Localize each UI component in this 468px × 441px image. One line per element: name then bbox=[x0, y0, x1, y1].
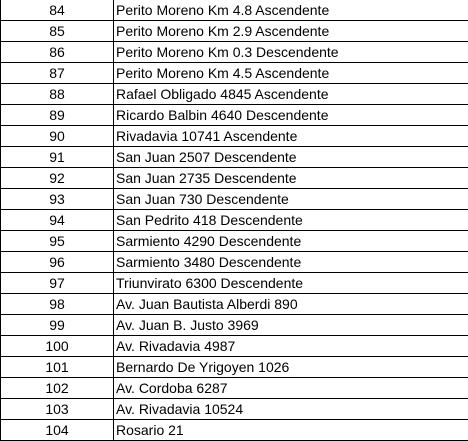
row-number-cell[interactable]: 92 bbox=[1, 168, 114, 189]
row-number-cell[interactable]: 94 bbox=[1, 210, 114, 231]
address-cell[interactable]: Perito Moreno Km 4.5 Ascendente bbox=[114, 63, 468, 84]
table-row bbox=[1, 399, 468, 420]
table-row bbox=[1, 21, 468, 42]
address-cell[interactable]: Sarmiento 3480 Descendente bbox=[114, 252, 468, 273]
address-cell[interactable]: Bernardo De Yrigoyen 1026 bbox=[114, 357, 468, 378]
table-row bbox=[1, 315, 468, 336]
table-row bbox=[1, 420, 468, 441]
row-number-cell[interactable]: 95 bbox=[1, 231, 114, 252]
table-row bbox=[1, 147, 468, 168]
row-number-cell[interactable]: 103 bbox=[1, 399, 114, 420]
address-cell[interactable]: San Juan 2507 Descendente bbox=[114, 147, 468, 168]
row-number-cell[interactable]: 88 bbox=[1, 84, 114, 105]
address-cell[interactable]: San Juan 2735 Descendente bbox=[114, 168, 468, 189]
row-number-cell[interactable]: 96 bbox=[1, 252, 114, 273]
address-cell[interactable]: Rosario 21 bbox=[114, 420, 468, 441]
table-row bbox=[1, 168, 468, 189]
address-cell[interactable]: San Juan 730 Descendente bbox=[114, 189, 468, 210]
address-cell[interactable]: San Pedrito 418 Descendente bbox=[114, 210, 468, 231]
table-row bbox=[1, 0, 468, 21]
row-number-cell[interactable]: 104 bbox=[1, 420, 114, 441]
row-number-cell[interactable]: 100 bbox=[1, 336, 114, 357]
address-cell[interactable]: Ricardo Balbin 4640 Descendente bbox=[114, 105, 468, 126]
row-number-cell[interactable]: 98 bbox=[1, 294, 114, 315]
address-cell[interactable]: Perito Moreno Km 2.9 Ascendente bbox=[114, 21, 468, 42]
row-number-cell[interactable]: 99 bbox=[1, 315, 114, 336]
address-cell[interactable]: Triunvirato 6300 Descendente bbox=[114, 273, 468, 294]
address-cell[interactable]: Perito Moreno Km 4.8 Ascendente bbox=[114, 0, 468, 21]
address-cell[interactable]: Av. Cordoba 6287 bbox=[114, 378, 468, 399]
row-number-cell[interactable]: 87 bbox=[1, 63, 114, 84]
row-number-cell[interactable]: 101 bbox=[1, 357, 114, 378]
table-row bbox=[1, 273, 468, 294]
table-row bbox=[1, 84, 468, 105]
table-row bbox=[1, 63, 468, 84]
row-number-cell[interactable]: 93 bbox=[1, 189, 114, 210]
table-body bbox=[1, 0, 468, 441]
table-row bbox=[1, 189, 468, 210]
table-row bbox=[1, 252, 468, 273]
row-number-cell[interactable]: 84 bbox=[1, 0, 114, 21]
address-cell[interactable]: Av. Rivadavia 4987 bbox=[114, 336, 468, 357]
row-number-cell[interactable]: 90 bbox=[1, 126, 114, 147]
row-number-cell[interactable]: 97 bbox=[1, 273, 114, 294]
row-number-cell[interactable]: 86 bbox=[1, 42, 114, 63]
row-number-cell[interactable]: 85 bbox=[1, 21, 114, 42]
table-row bbox=[1, 378, 468, 399]
table-row bbox=[1, 231, 468, 252]
table-row bbox=[1, 294, 468, 315]
address-cell[interactable]: Perito Moreno Km 0.3 Descendente bbox=[114, 42, 468, 63]
address-cell[interactable]: Sarmiento 4290 Descendente bbox=[114, 231, 468, 252]
table-row bbox=[1, 105, 468, 126]
address-cell[interactable]: Av. Rivadavia 10524 bbox=[114, 399, 468, 420]
table-row bbox=[1, 210, 468, 231]
address-cell[interactable]: Rafael Obligado 4845 Ascendente bbox=[114, 84, 468, 105]
row-number-cell[interactable]: 91 bbox=[1, 147, 114, 168]
address-cell[interactable]: Rivadavia 10741 Ascendente bbox=[114, 126, 468, 147]
table-row bbox=[1, 357, 468, 378]
table-row bbox=[1, 336, 468, 357]
address-cell[interactable]: Av. Juan B. Justo 3969 bbox=[114, 315, 468, 336]
address-cell[interactable]: Av. Juan Bautista Alberdi 890 bbox=[114, 294, 468, 315]
table-row bbox=[1, 126, 468, 147]
row-number-cell[interactable]: 102 bbox=[1, 378, 114, 399]
table-row bbox=[1, 42, 468, 63]
row-number-cell[interactable]: 89 bbox=[1, 105, 114, 126]
